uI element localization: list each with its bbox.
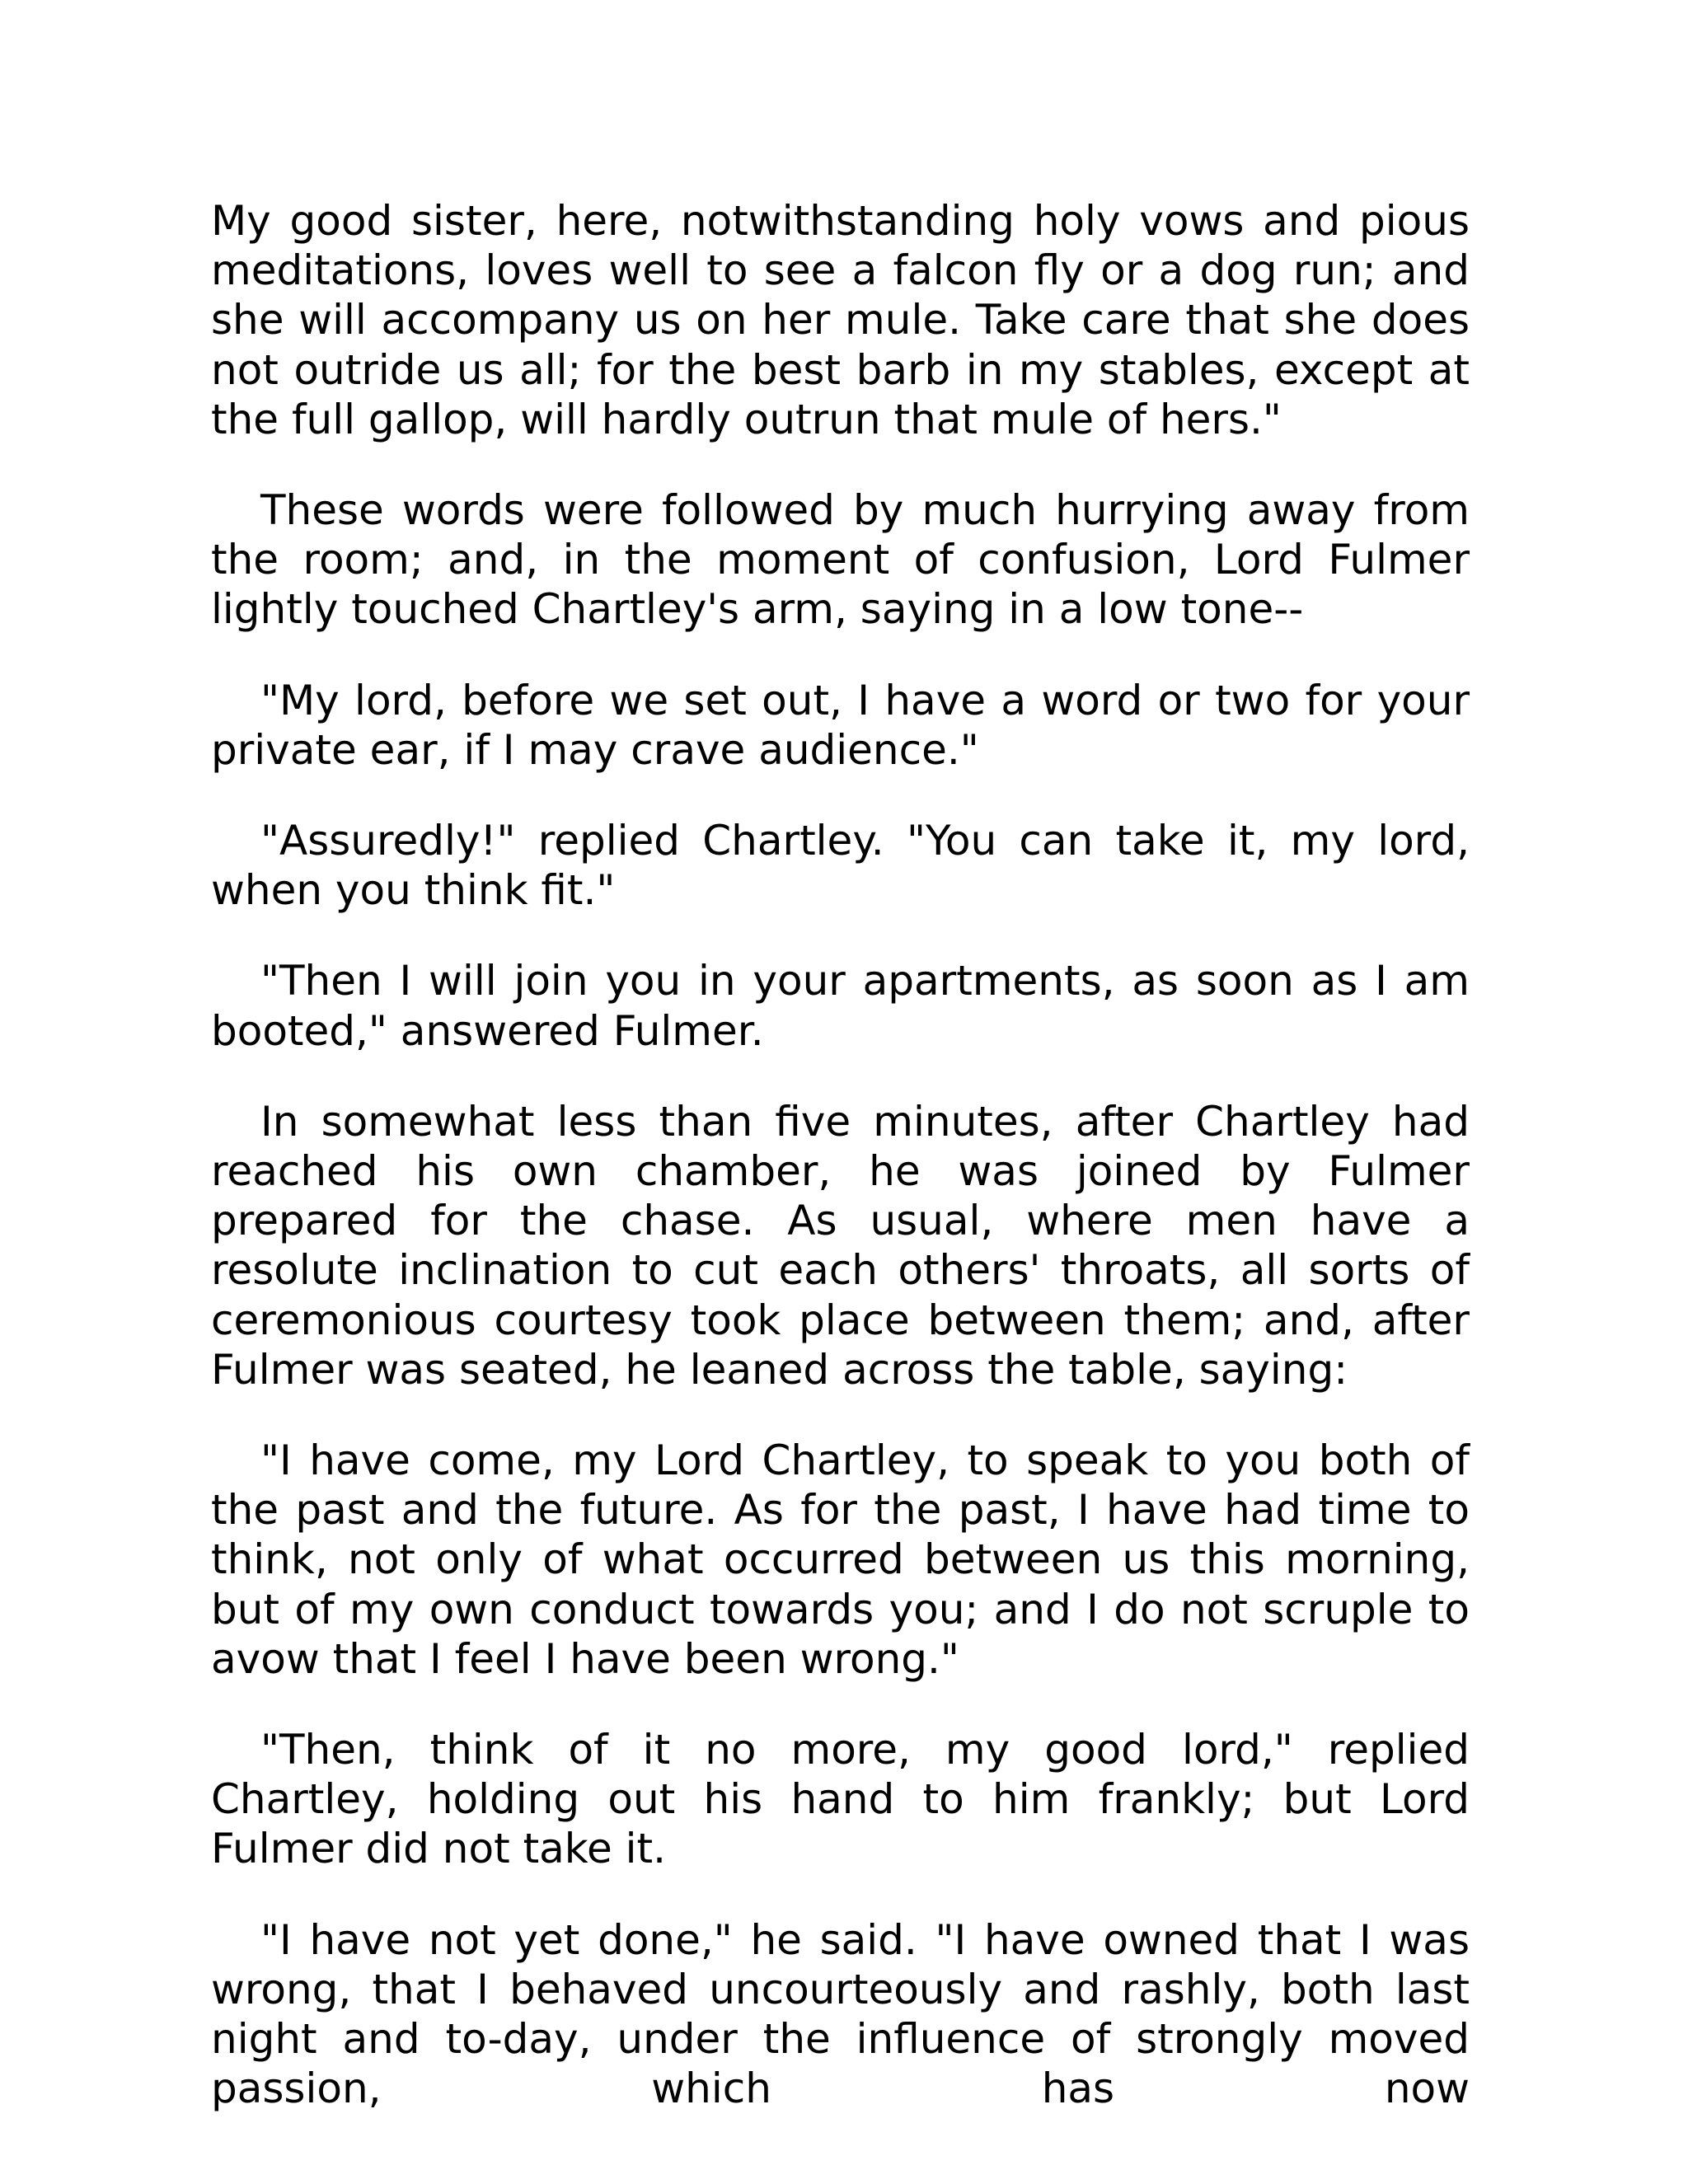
page-text	[211, 196, 1470, 2114]
paragraph-4: "Assuredly!" replied Chartley. "You can take it, my lord, when you think fit."	[211, 817, 1470, 915]
paragraph-7: "I have come, my Lord Chartley, to speak to you both of the past and the future. As for the past, I have had time to think, not only of what occurred between us this morning, but of my own conduct towards you; and I do not scruple to avow that I feel I have been wrong."	[211, 1436, 1470, 1683]
paragraph-1: My good sister, here, notwithstanding holy vows and pious meditations, loves well to see a falcon fly or a dog run; and she will accompany us on her mule. Take care that she does not outride us all; for the best barb in my stables, except at the full gallop, will hardly outrun that mule of hers."	[211, 197, 1470, 443]
paragraph-8: "Then, think of it no more, my good lord," replied Chartley, holding out his hand to him frankly; but Lord Fulmer did not take it.	[211, 1726, 1470, 1873]
paragraph-2: These words were followed by much hurrying away from the room; and, in the moment of confusion, Lord Fulmer lightly touched Chartley's arm, saying in a low tone--	[211, 486, 1470, 634]
paragraph-3: "My lord, before we set out, I have a word or two for your private ear, if I may crave audience."	[211, 676, 1470, 774]
paragraph-5: "Then I will join you in your apartments, as soon as I am booted," answered Fulmer.	[211, 957, 1470, 1055]
paragraph-6: In somewhat less than five minutes, after Chartley had reached his own chamber, he was joined by Fulmer prepared for the chase. As usual, where men have a resolute inclination to cut each others' throats, all sorts of ceremonious courtesy took place between them; and, after Fulmer was seated, he leaned across the table, saying:	[211, 1097, 1470, 1394]
paragraph-9: "I have not yet done," he said. "I have owned that I was wrong, that I behaved uncourteously and rashly, both last night and to-day, under the influence of strongly moved passion, which has now	[211, 1915, 1470, 2113]
